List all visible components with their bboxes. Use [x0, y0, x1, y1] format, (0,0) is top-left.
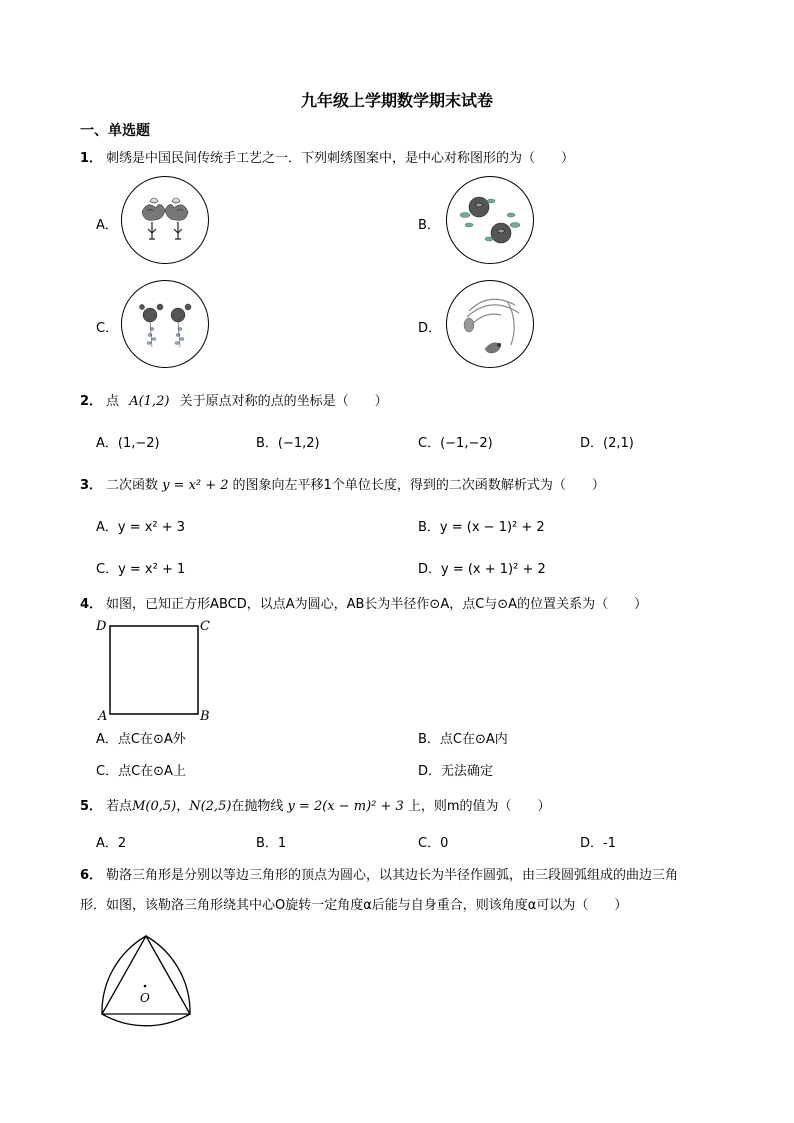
question-text-pre: 二次函数	[106, 478, 159, 493]
option-a: A．2	[96, 836, 127, 851]
embroidery-image-b	[446, 176, 534, 264]
option-label: C．	[96, 321, 119, 336]
math-point-n: N(2,5)	[189, 799, 232, 814]
math-expression: A(1,2)	[129, 394, 170, 409]
embroidery-image-c	[121, 280, 209, 368]
option-label: A．	[96, 218, 118, 233]
question-number: 5．	[80, 799, 103, 814]
option-a: A．(1,−2)	[96, 436, 160, 451]
center-label-o: O	[140, 991, 150, 1005]
question-text: 如图，已知正方形ABCD，以点A为圆心，AB长为半径作⊙A，点C与⊙A的位置关系为（ ）	[106, 597, 648, 612]
reuleaux-triangle-figure	[96, 930, 196, 1030]
question-number: 6．	[80, 868, 103, 883]
option-a: A．点C在⊙A外	[96, 732, 186, 747]
section-heading: 一、单选题	[80, 123, 150, 139]
question-5	[80, 795, 550, 814]
question-text: 勒洛三角形是分别以等边三角形的顶点为圆心，以其边长为半径作圆弧，由三段圆弧组成的曲边三角	[106, 868, 679, 883]
question-3	[80, 474, 605, 493]
question-text-mid: 在抛物线	[231, 799, 284, 814]
question-text-post: 上，则m的值为（ ）	[407, 799, 551, 814]
option-label: B．	[418, 218, 440, 233]
center-point	[144, 985, 147, 988]
vertex-label-c: C	[200, 619, 210, 634]
embroidery-image-d	[446, 280, 534, 368]
option-d: D．无法确定	[418, 764, 494, 779]
question-text-post: 的图象向左平移1个单位长度，得到的二次函数解析式为（ ）	[232, 478, 605, 493]
vertex-label-a: A	[98, 709, 108, 724]
square-abcd-figure	[96, 616, 220, 724]
question-6-line-1	[80, 864, 678, 883]
math-parabola: y = 2(x − m)² + 3	[287, 799, 404, 814]
page-title: 九年级上学期数学期末试卷	[300, 91, 493, 110]
option-c: C．y = x² + 1	[96, 562, 186, 577]
question-1	[80, 147, 574, 166]
option-c: C．(−1,−2)	[418, 436, 493, 451]
option-b: B．点C在⊙A内	[418, 732, 508, 747]
option-b: B．(−1,2)	[256, 436, 320, 451]
question-text: 刺绣是中国民间传统手工艺之一．下列刺绣图案中，是中心对称图形的为（ ）	[106, 151, 575, 166]
option-d: D．y = (x + 1)² + 2	[418, 562, 546, 577]
question-number: 2．	[80, 394, 103, 409]
reuleaux-curve	[102, 936, 190, 1026]
option-d: D．-1	[580, 836, 616, 851]
option-c: C．点C在⊙A上	[96, 764, 186, 779]
option-b: B．y = (x − 1)² + 2	[418, 520, 545, 535]
option-c: C．0	[418, 836, 449, 851]
question-2	[80, 390, 388, 409]
option-d: D．(2,1)	[580, 436, 634, 451]
question-text-pre: 点	[106, 394, 120, 409]
embroidery-image-a	[121, 176, 209, 264]
question-number: 1．	[80, 151, 103, 166]
separator: ，	[176, 799, 190, 814]
vertex-label-d: D	[96, 619, 107, 634]
math-point-m: M(0,5)	[132, 799, 177, 814]
question-4	[80, 593, 647, 612]
option-a: A．y = x² + 3	[96, 520, 186, 535]
question-text-pre: 若点	[106, 799, 133, 814]
question-number: 3．	[80, 478, 103, 493]
question-number: 4．	[80, 597, 103, 612]
option-b: B．1	[256, 836, 287, 851]
question-6-line-2: 形．如图，该勒洛三角形绕其中心O旋转一定角度α后能与自身重合，则该角度α可以为（ ）	[80, 898, 628, 913]
vertex-label-b: B	[200, 709, 210, 724]
square-shape	[110, 626, 198, 714]
question-text-post: 关于原点对称的点的坐标是（ ）	[179, 394, 388, 409]
option-label: D．	[418, 321, 442, 336]
math-expression: y = x² + 2	[162, 478, 229, 493]
